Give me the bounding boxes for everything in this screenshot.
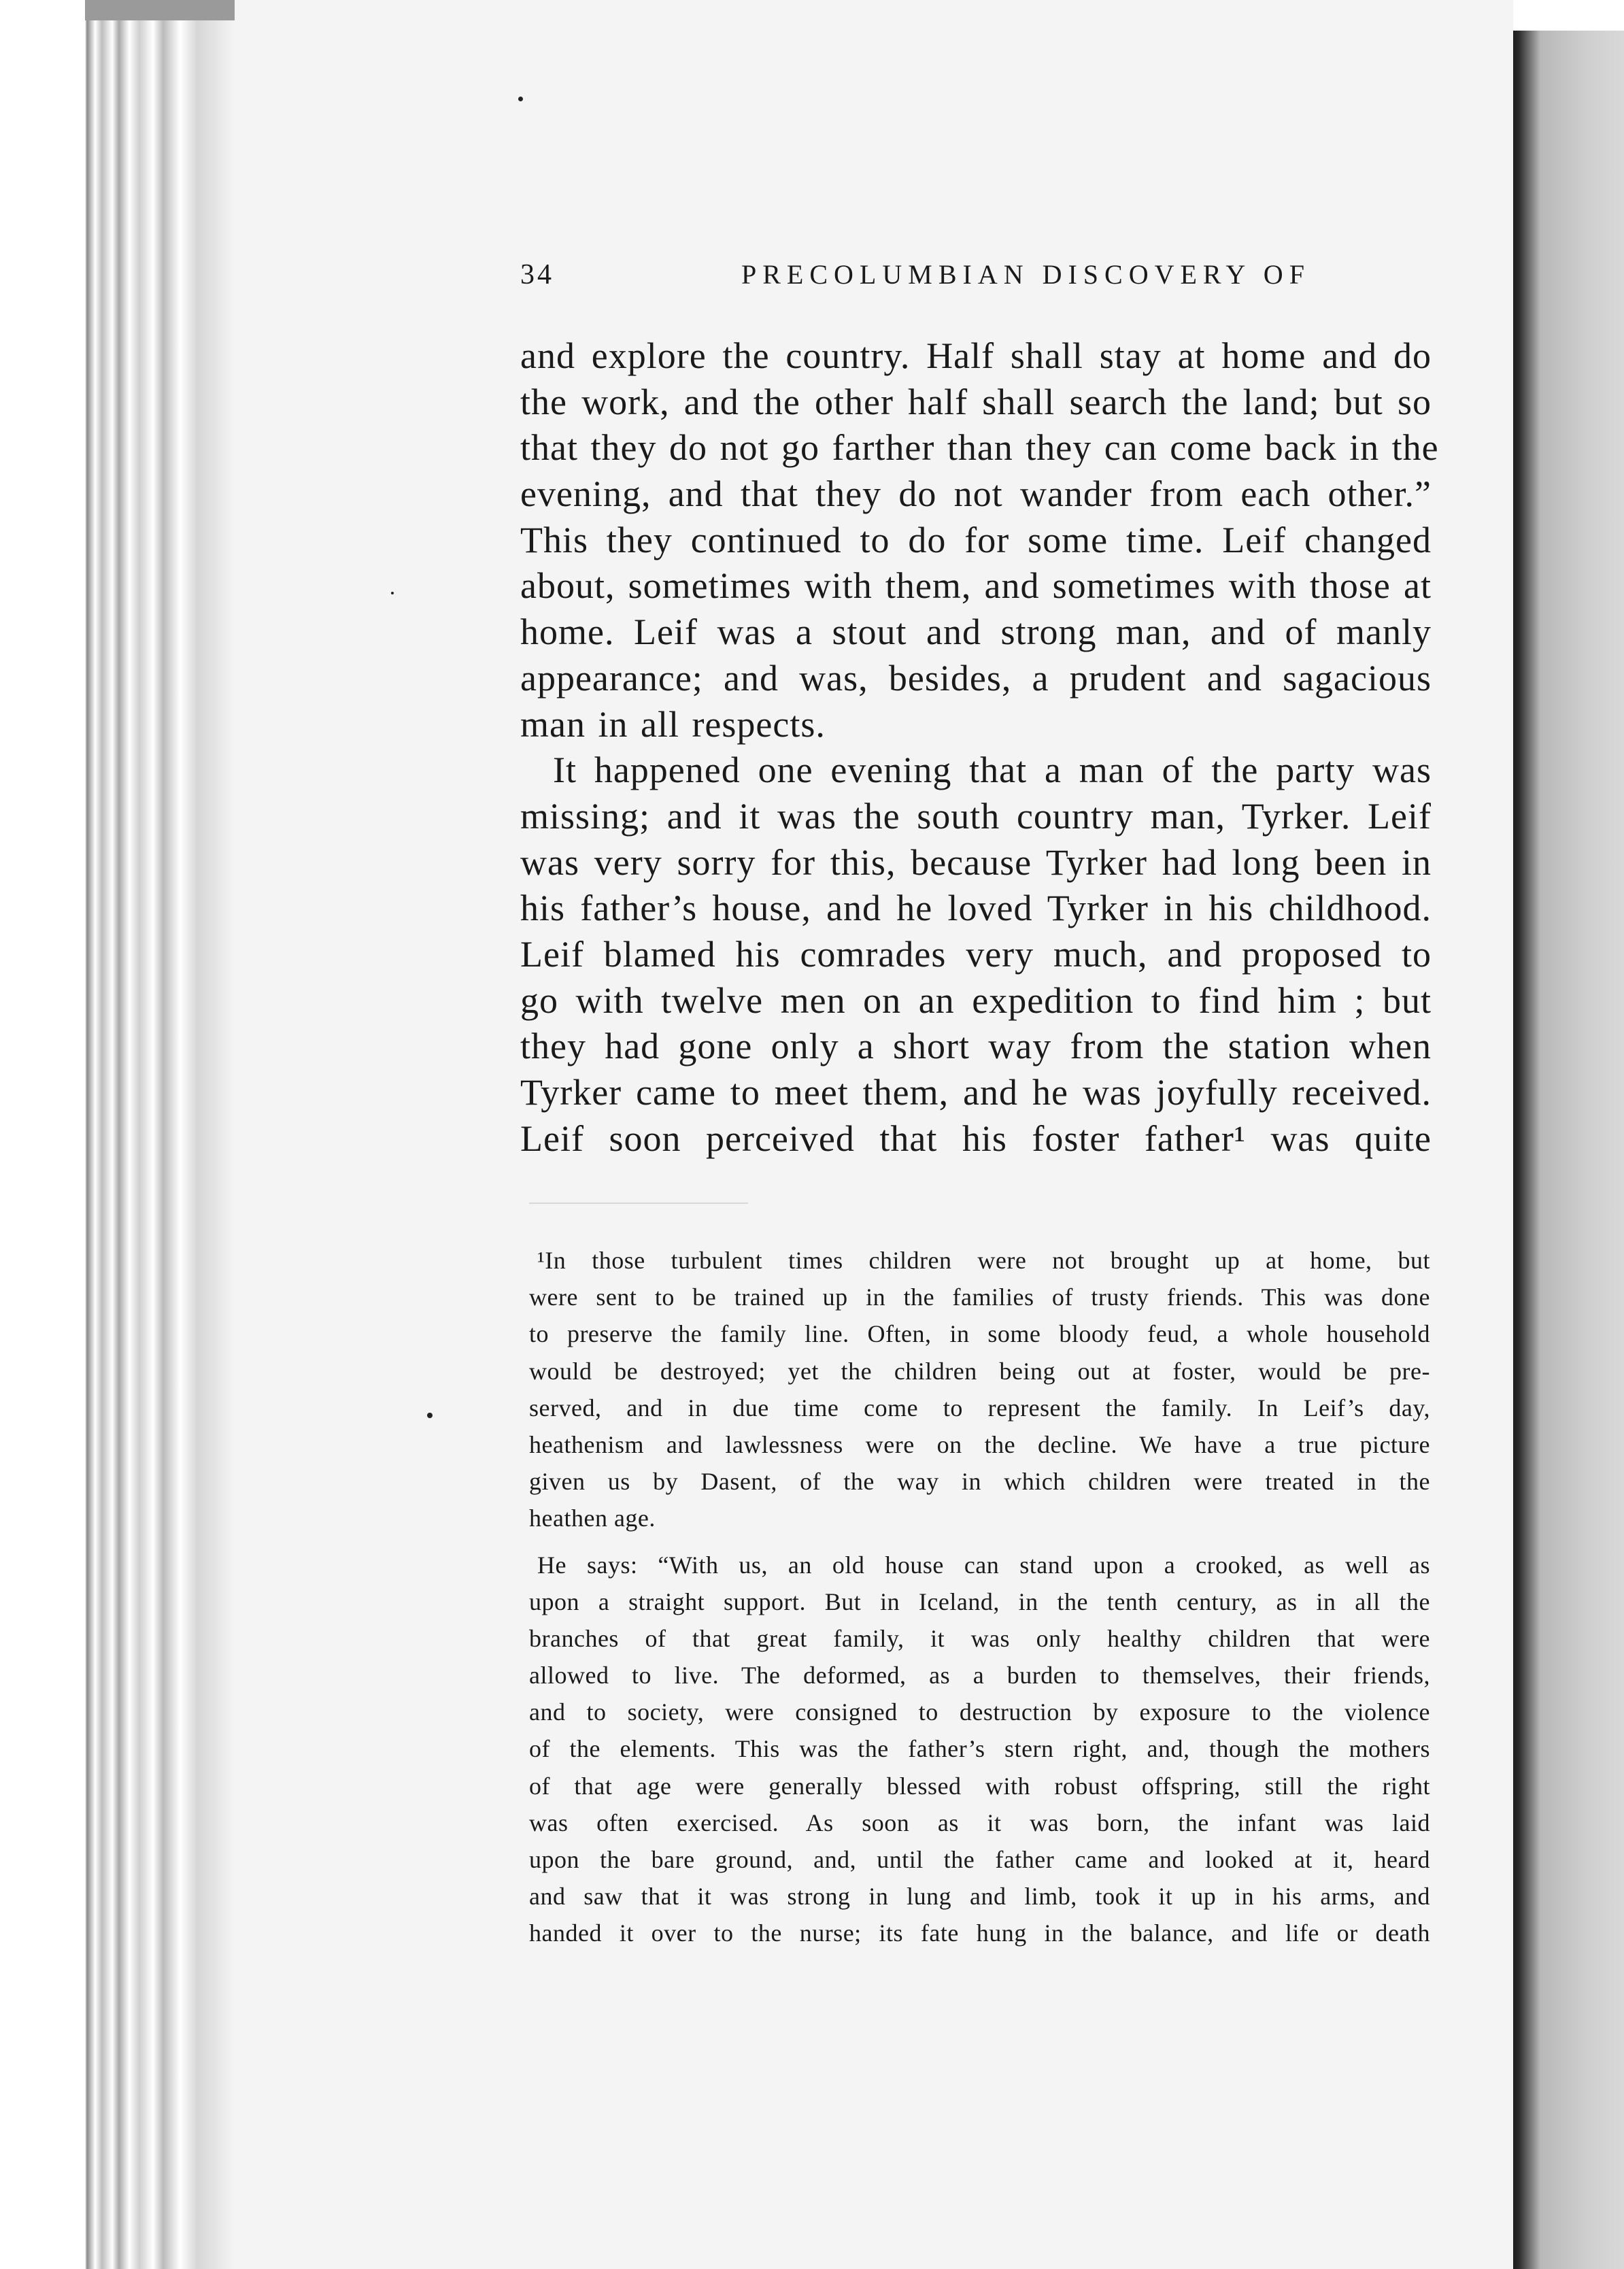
body-line: It happened one evening that a man of the party was bbox=[553, 750, 1432, 791]
body-line: evening, and that they do not wander from each other.” bbox=[520, 473, 1432, 515]
body-line: that they do not go farther than they can come back in the bbox=[520, 427, 1439, 469]
body-line: This they continued to do for some time. Leif changed bbox=[520, 519, 1432, 560]
footnote-line: branches of that great family, it was only healthy children that were bbox=[529, 1624, 1430, 1652]
body-line: they had gone only a short way from the station when bbox=[520, 1026, 1432, 1067]
body-line: and explore the country. Half shall stay at home and do bbox=[520, 335, 1432, 376]
page-number: 34 bbox=[520, 259, 554, 290]
footnote-line: would be destroyed; yet the children being out at foster, would be pre- bbox=[529, 1357, 1430, 1385]
footnote-line: and saw that it was strong in lung and limb, took it up in his arms, and bbox=[529, 1883, 1430, 1911]
body-text bbox=[520, 333, 1439, 1162]
footnote-line: and to society, were consigned to destruction by exposure to the violence bbox=[529, 1698, 1430, 1726]
book-edge-right bbox=[1513, 0, 1624, 2269]
book-edge-top-strip bbox=[85, 0, 235, 20]
footnote-line: handed it over to the nurse; its fate hung in the balance, and life or death bbox=[529, 1919, 1430, 1947]
body-line: man in all respects. bbox=[520, 703, 826, 745]
running-head: PRECOLUMBIAN DISCOVERY OF bbox=[741, 259, 1310, 290]
footnote-line: He says: “With us, an old house can stand upon a crooked, as well as bbox=[537, 1551, 1430, 1579]
footnote-line: of that age were generally blessed with robust offspring, still the right bbox=[529, 1772, 1430, 1800]
footnote-line: ¹In those turbulent times children were not brought up at home, but bbox=[537, 1247, 1430, 1274]
footnote-line: were sent to be trained up in the families of trusty friends. This was done bbox=[529, 1283, 1430, 1311]
body-line: appearance; and was, besides, a prudent and sagacious bbox=[520, 657, 1432, 699]
body-line: Leif blamed his comrades very much, and proposed to bbox=[520, 933, 1432, 975]
scan-margin-top-right bbox=[1513, 0, 1624, 31]
body-line: about, sometimes with them, and sometimes with those at bbox=[520, 565, 1432, 607]
footnote-line: of the elements. This was the father’s stern right, and, though the mothers bbox=[529, 1735, 1430, 1763]
footnote-line: heathen age. bbox=[529, 1505, 656, 1532]
body-line: home. Leif was a stout and strong man, and of manly bbox=[520, 611, 1432, 653]
body-line: go with twelve men on an expedition to find him ; but bbox=[520, 979, 1432, 1021]
speck-mark bbox=[427, 1413, 433, 1418]
body-line: his father’s house, and he loved Tyrker in his childhood. bbox=[520, 888, 1432, 929]
footnote-line: allowed to live. The deformed, as a burden to themselves, their friends, bbox=[529, 1662, 1430, 1690]
footnotes bbox=[529, 1242, 1430, 1952]
footnote-line: served, and in due time come to represent the family. In Leif’s day, bbox=[529, 1394, 1430, 1422]
footnote-line: upon a straight support. But in Iceland, in the tenth century, as in all the bbox=[529, 1587, 1430, 1615]
footnote-line: was often exercised. As soon as it was born, the infant was laid bbox=[529, 1809, 1430, 1836]
footnote-rule bbox=[529, 1203, 748, 1204]
body-line: Leif soon perceived that his foster father¹ was quite bbox=[520, 1117, 1432, 1159]
page-header bbox=[520, 258, 1432, 299]
speck-mark bbox=[518, 97, 523, 101]
footnote-line: given us by Dasent, of the way in which children were treated in the bbox=[529, 1468, 1430, 1496]
body-line: missing; and it was the south country man, Tyrker. Leif bbox=[520, 795, 1432, 837]
footnote-line: upon the bare ground, and, until the father came and looked at it, heard bbox=[529, 1846, 1430, 1873]
body-line: was very sorry for this, because Tyrker had long been in bbox=[520, 841, 1432, 883]
footnote-line: to preserve the family line. Often, in some bloody feud, a whole household bbox=[529, 1320, 1430, 1348]
body-line: Tyrker came to meet them, and he was joyfully received. bbox=[520, 1072, 1432, 1113]
speck-mark bbox=[391, 592, 394, 594]
book-edge-left bbox=[0, 0, 235, 2269]
body-line: the work, and the other half shall search the land; but so bbox=[520, 381, 1432, 422]
footnote-line: heathenism and lawlessness were on the decline. We have a true picture bbox=[529, 1430, 1430, 1458]
